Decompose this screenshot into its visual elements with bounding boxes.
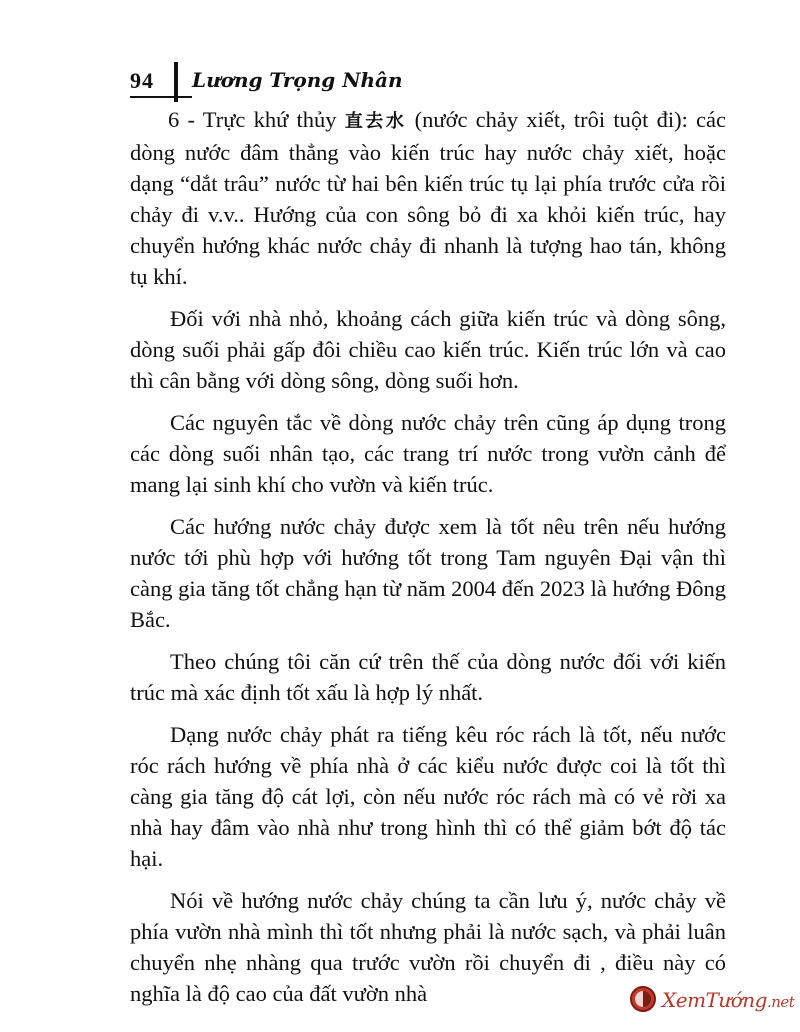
header-divider — [174, 62, 178, 102]
paragraph-1 — [130, 104, 726, 292]
watermark-suffix: .net — [766, 993, 795, 1011]
paragraph-3: Các nguyên tắc về dòng nước chảy trên cũng áp dụng trong các dòng suối nhân tạo, các trang trí nước trong vườn cảnh để mang lại sinh khí cho vườn và kiến trúc. — [130, 410, 726, 497]
paragraph-1-rest: (nước chảy xiết, trôi tuột đi): các dòng nước đâm thẳng vào kiến trúc hay nước chảy xiết, hoặc dạng “dắt trâu” nước từ hai bên kiến trúc tụ lại phía trước cửa rồi chảy đi v.v.. Hướng của con sông bỏ đi xa khỏi kiến trúc, hay chuyển hướng khác nước chảy đi nhanh là tượng hao tán, không tụ khí. — [130, 107, 726, 289]
page-body — [130, 104, 726, 1020]
watermark-name: XemTướng — [662, 988, 767, 1012]
yin-yang-icon — [630, 986, 656, 1012]
running-title: Lương Trọng Nhân — [192, 68, 403, 92]
page-number: 94 — [130, 68, 154, 93]
paragraph-6: Dạng nước chảy phát ra tiếng kêu róc rách là tốt, nếu nước róc rách hướng về phía nhà ở các kiểu nước được coi là tốt thì càng gia tăng độ cát lợi, còn nếu nước róc rách mà có vẻ rời xa nhà hay đâm vào nhà như trong hình thì có thể giảm bớt độ tác hại. — [130, 722, 726, 871]
watermark-text — [662, 988, 794, 1012]
paragraph-7: Nói về hướng nước chảy chúng ta cần lưu ý, nước chảy về phía vườn nhà mình thì tốt nhưng phải là nước sạch, và phải luân chuyển nhẹ nhàng qua trước vườn rồi chuyển đi , điều này có nghĩa là độ cao của đất vườn nhà — [130, 888, 726, 1006]
paragraph-5: Theo chúng tôi căn cứ trên thế của dòng nước đối với kiến trúc mà xác định tốt xấu là hợp lý nhất. — [130, 649, 726, 705]
paragraph-4: Các hướng nước chảy được xem là tốt nêu trên nếu hướng nước tới phù hợp với hướng tốt trong Tam nguyên Đại vận thì càng gia tăng tốt chẳng hạn từ năm 2004 đến 2023 là hướng Đông Bắc. — [130, 514, 726, 632]
header-underline — [130, 96, 192, 98]
site-watermark — [628, 982, 798, 1018]
paragraph-1-lead: 6 - Trực khứ thủy — [168, 107, 345, 132]
paragraph-2: Đối với nhà nhỏ, khoảng cách giữa kiến trúc và dòng sông, dòng suối phải gấp đôi chiều cao kiến trúc. Kiến trúc lớn và cao thì cân bằng với dòng sông, dòng suối hơn. — [130, 306, 726, 393]
chinese-term: 直去水 — [344, 111, 407, 132]
page-header — [130, 62, 770, 102]
